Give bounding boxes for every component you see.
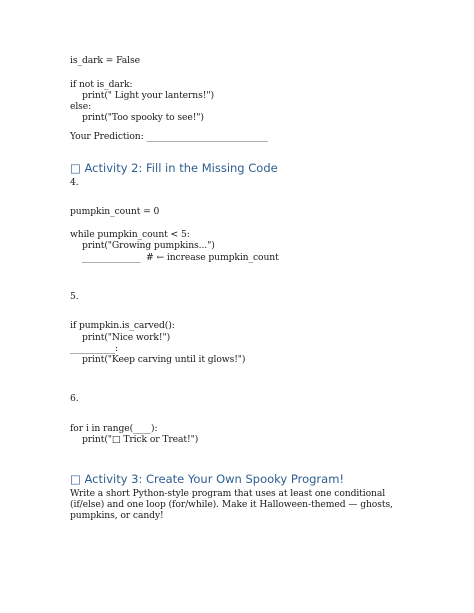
q6-code-line-2: print("□ Trick or Treat!") [82,434,199,445]
code-line-else: else: [70,101,92,112]
question-5-number: 5. [70,291,79,302]
activity-3-heading: □ Activity 3: Create Your Own Spooky Program! [70,472,345,486]
q5-code-line-1: if pumpkin.is_carved(): [70,320,175,331]
question-4-number: 4. [70,177,79,188]
q4-code-line-3: print("Growing pumpkins...") [82,240,215,251]
code-line-print-spooky: print("Too spooky to see!") [82,112,204,123]
q4-blank-line: _____________ # ← increase pumpkin_count [82,252,279,263]
prediction-prompt: Your Prediction: ___________________________ [70,131,268,142]
q5-blank-line: __________: [70,343,118,354]
q4-code-line-1: pumpkin_count = 0 [70,206,160,217]
code-line-is-dark: is_dark = False [70,55,140,66]
question-6-number: 6. [70,393,79,404]
activity-3-instructions: Write a short Python-style program that uses at least one conditional (if/else) and one loop (for/while). Make it Halloween-themed — ghosts, pumpkins, or candy! [70,488,393,522]
activity-2-heading: □ Activity 2: Fill in the Missing Code [70,161,278,175]
q6-code-line-1: for i in range(____): [70,423,158,434]
q5-code-line-4: print("Keep carving until it glows!") [82,354,246,365]
code-line-if-not: if not is_dark: [70,79,133,90]
q4-code-line-2: while pumpkin_count < 5: [70,229,190,240]
code-line-print-lanterns: print(" Light your lanterns!") [82,90,214,101]
q5-code-line-2: print("Nice work!") [82,332,171,343]
